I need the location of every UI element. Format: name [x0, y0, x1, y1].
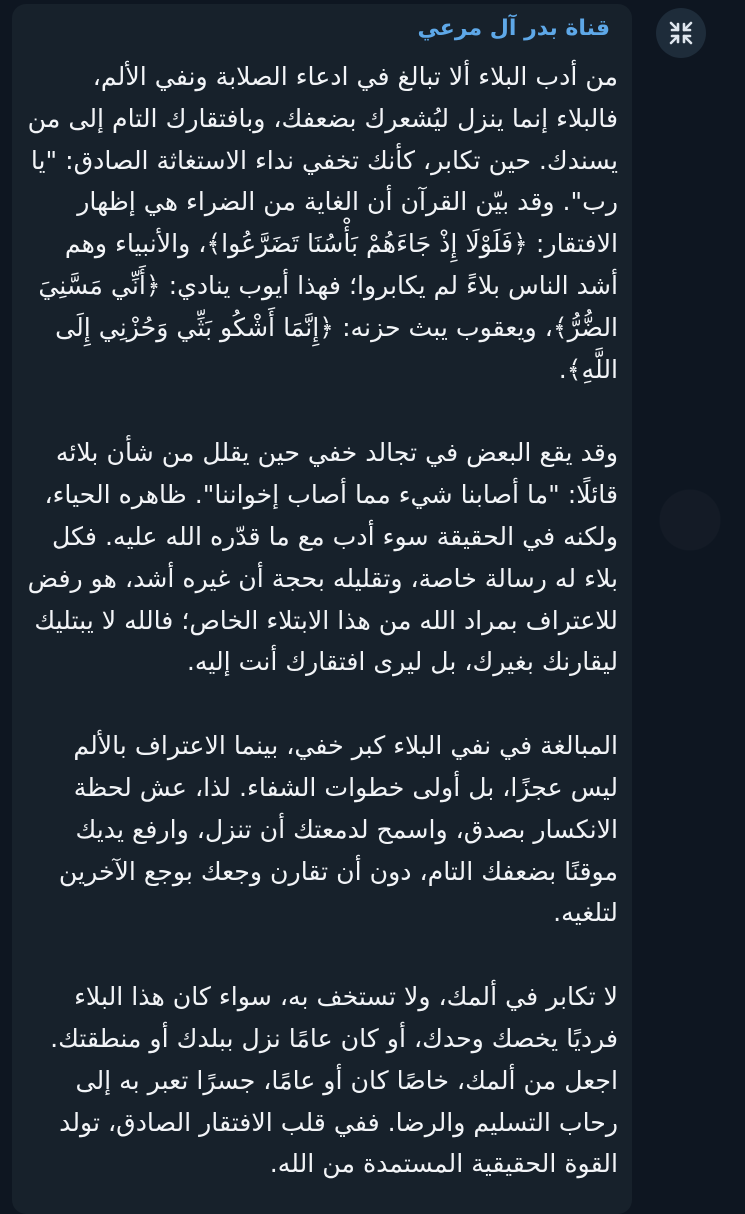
message-paragraph-2: وقد يقع البعض في تجالد خفي حين يقلل من شأن بلائه قائلًا: "ما أصابنا شيء مما أصاب إخواننا". ظاهره الحياء، ولكنه في الحقيقة سوء أدب مع ما قدّره الله عليه. فكل بلاء له رسالة خاصة، وتقليله بحجة أن غيره أشد، هو رفض للاعتراف بمراد الله من هذا الابتلاء الخاص؛ فالله لا يبتليك ليقارنك بغيرك، بل ليرى افتقارك أنت إليه. — [27, 438, 618, 677]
message-paragraph-4: لا تكابر في ألمك، ولا تستخف به، سواء كان هذا البلاء فرديًا يخصك وحدك، أو كان عامًا نزل ببلدك أو منطقتك. اجعل من ألمك، خاصًا كان أو عامًا، جسرًا تعبر به إلى رحاب التسليم والرضا. ففي قلب الافتقار الصادق، تولد القوة الحقيقية المستمدة من الله. — [50, 982, 618, 1179]
message-paragraph-1: من أدب البلاء ألا تبالغ في ادعاء الصلابة ونفي الألم، فالبلاء إنما ينزل ليُشعرك بضعفك، وبافتقارك التام إلى من يسندك. حين تكابر، كأنك تخفي نداء الاستغاثة الصادق: "يا رب". وقد بيّن القرآن أن الغاية من الضراء هي إظهار الافتقار: ﴿فَلَوْلَا إِذْ جَاءَهُمْ بَأْسُنَا تَضَرَّعُوا﴾، والأنبياء وهم أشد الناس بلاءً لم يكابروا؛ فهذا أيوب ينادي: ﴿أَنِّي مَسَّنِيَ الضُّرُّ﴾، ويعقوب يبث حزنه: ﴿إِنَّمَا أَشْكُو بَثِّي وَحُزْنِي إِلَى اللَّهِ﴾. — [27, 62, 618, 384]
message-text — [26, 56, 618, 1214]
collapse-button[interactable] — [656, 8, 706, 58]
message-bubble — [12, 4, 632, 1214]
collapse-arrows-icon — [668, 20, 694, 46]
channel-name[interactable]: قناة بدر آل مرعي — [417, 16, 610, 41]
message-paragraph-3: المبالغة في نفي البلاء كبر خفي، بينما الاعتراف بالألم ليس عجزًا، بل أولى خطوات الشفاء. لذا، عش لحظة الانكسار بصدق، واسمح لدمعتك أن تنزل، وارفع يديك موقنًا بضعفك التام، دون أن تقارن وجعك بوجع الآخرين لتلغيه. — [58, 731, 618, 928]
